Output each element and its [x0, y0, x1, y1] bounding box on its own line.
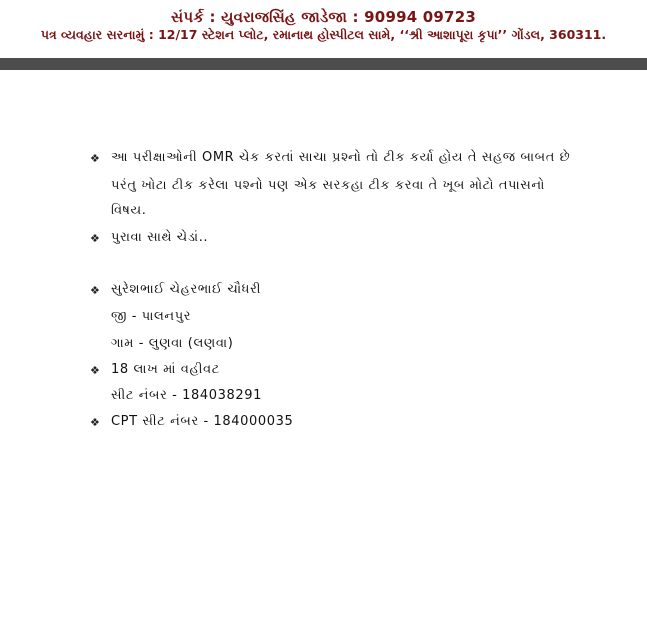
diamond-bullet-icon: ❖: [90, 364, 100, 377]
point-4-line-2: સીટ નંબર - 184038291: [111, 388, 262, 403]
point-3-line-1: સુરેશભાઈ ચેહરભાઈ ચૌધરી: [111, 282, 262, 297]
point-3-line-3: ગામ - લુણવા (લણવા): [111, 336, 234, 351]
point-1-line-2: પરંતુ ખોટા ટીક કરેલા પશ્નો પણ એક સરકહા ટીક કરવા તે ખૂબ મોટો તપાસનો: [111, 178, 545, 193]
diamond-bullet-icon: ❖: [90, 416, 100, 429]
point-3-line-2: જી - પાલનપુર: [111, 309, 192, 324]
diamond-bullet-icon: ❖: [90, 284, 100, 297]
diamond-bullet-icon: ❖: [90, 152, 100, 165]
point-1-line-3: વિષય.: [111, 203, 147, 218]
diamond-bullet-icon: ❖: [90, 232, 100, 245]
point-1-line-1: આ પરીક્ષાઓની OMR ચેક કરતાં સાચા પ્રશ્નો તો ટીક કર્યા હોય તે સહજ બાબત છે: [111, 150, 571, 165]
point-2-line-1: પુરાવા સાથે ચેડાં..: [111, 230, 209, 245]
point-4-line-1: 18 લાખ માં વહીવટ: [111, 362, 220, 377]
page-header: [0, 0, 647, 58]
address-line: પત્ર વ્યવહાર સરનામું : 12/17 સ્ટેશન પ્લોટ, રમાનાથ હોસ્પીટલ સામે, ‘‘શ્રી આશાપૂરા કૃપા’’ ગોંડલ, 360311.: [40, 27, 607, 42]
header-divider-bar: [0, 58, 647, 70]
contact-line: સંપર્ક : યુવરાજસિંહ જાડેજા : 90994 09723: [171, 8, 476, 26]
point-5-line-1: CPT સીટ નંબર - 184000035: [111, 414, 294, 429]
